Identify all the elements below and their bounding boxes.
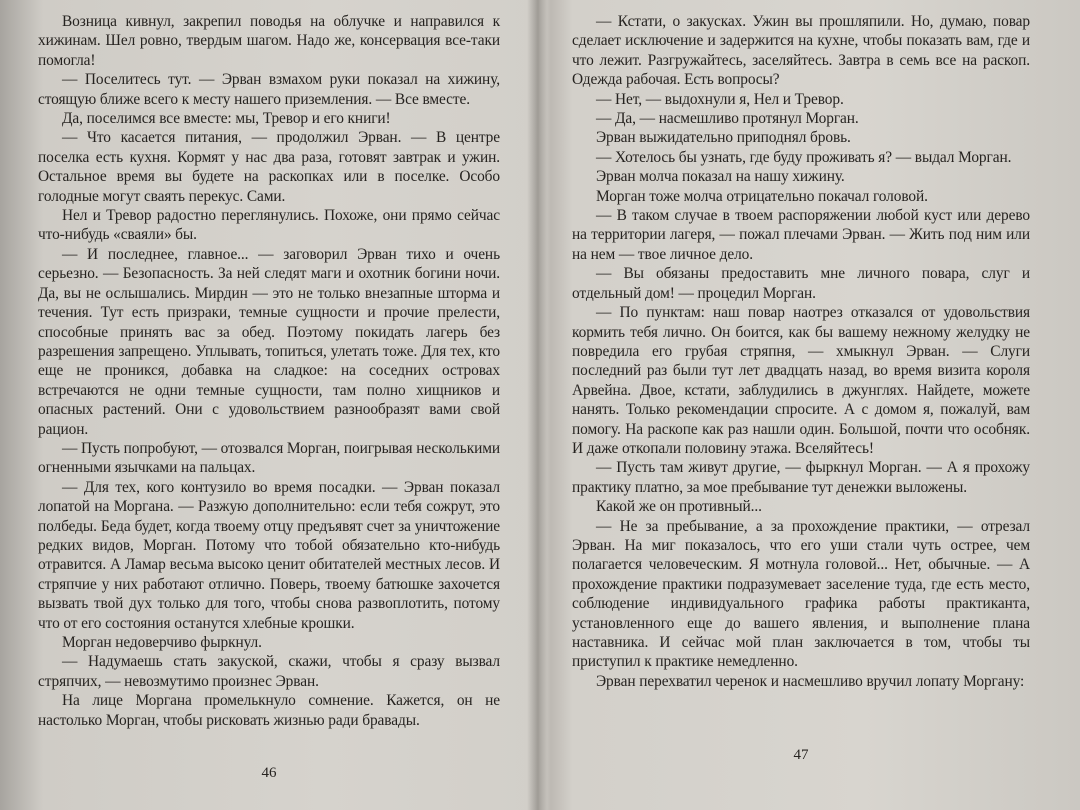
paragraph: — Да, — насмешливо протянул Морган. — [596, 110, 859, 128]
paragraph: — Нет, — выдохнули я, Нел и Тревор. — [596, 90, 844, 108]
paragraph: Да, поселимся все вместе: мы, Тревор и его книги! — [62, 110, 391, 128]
paragraph: На лице Моргана промелькнуло сомнение. Кажется, он не настолько Морган, чтобы рисковать жизнью ради бравады. — [38, 692, 500, 729]
paragraph: — Надумаешь стать закуской, скажи, чтобы я сразу вызвал стряпчих, — невозмутимо произнес Эрван. — [38, 653, 500, 690]
paragraph: Эрван молча показал на нашу хижину. — [596, 168, 845, 186]
paragraph: Нел и Тревор радостно переглянулись. Похоже, они прямо сейчас что-нибудь «сваяли» бы. — [38, 207, 500, 244]
paragraph: — И последнее, главное... — заговорил Эрван тихо и очень серьезно. — Безопасность. За ней следят маги и охотник богини ночи. Да, вы не ослышались. Мирдин — это не только внезапные шторма и течения. Тут есть призраки, темные сущности и прочие прелести, способные принять вас за обед. Поэтому покидать лагерь без разрешения запрещено. Уплывать, топиться, улетать тоже. Для тех, кто еще не проникся, добавка на сладкое: на соседних островах встречаются не одни темные сущности, там полно хищников и опасных растений. Они с удовольствием разнообразят вами свой рацион. — [38, 245, 500, 438]
paragraph: — Вы обязаны предоставить мне личного повара, слуг и отдельный дом! — процедил Морган. — [572, 265, 1030, 302]
paragraph: — По пунктам: наш повар наотрез отказался от удовольствия кормить тебя лично. Он боится, как бы вашему нежному желудку не повредила его грубая стряпня, — хмыкнул Эрван. — Слуги последний раз были тут лет двадцать назад, во время визита короля Арвейна. Двое, кстати, заблудились в джунглях. Найдете, можете нанять. Только рекомендации спросите. А с домом я, пожалуй, вам помогу. На раскопе как раз нашли один. Большой, почти что особняк. И даже откопали половину этажа. Вселяйтесь! — [572, 304, 1030, 457]
paragraph: — Не за пребывание, а за прохождение практики, — отрезал Эрван. На миг показалось, что его уши стали чуть острее, чем полагается человеческим. Я мотнула головой... Нет, обычные. — А прохождение практики подразумевает заселение туда, где есть место, соблюдение индивидуального графика работы практиканта, установленного еще до вашего явления, и выполнение плана наставника. И сейчас мой план заключается в том, чтобы ты приступил к практике немедленно. — [572, 517, 1030, 671]
paragraph: — Пусть там живут другие, — фыркнул Морган. — А я прохожу практику платно, за мое пребывание тут денежки выложены. — [572, 459, 1030, 496]
paragraph: Эрван выжидательно приподнял бровь. — [596, 129, 851, 147]
paragraph: — Поселитесь тут. — Эрван взмахом руки показал на хижину, стоящую ближе всего к месту нашего приземления. — Все вместе. — [38, 71, 500, 108]
paragraph: — Пусть попробуют, — отозвался Морган, поигрывая несколькими огненными язычками на пальцах. — [38, 439, 500, 477]
paragraph: — Для тех, кого контузило во время посадки. — Эрван показал лопатой на Моргана. — Разжую дополнительно: если тебя сожрут, это полбеды. Беда будет, когда твоему отцу предъявят счет за уничтожение редких видов, Морган. Потому что тобой обязательно кто-нибудь отравится. А Ламар весьма высоко ценит обитателей местных лесов. И стряпчие у них работают отлично. Поверь, твоему батюшке захочется вызвать твой дух только для того, чтобы снова развоплотить, потому что от его состояния останутся хлебные крошки. — [38, 478, 500, 632]
paragraph: Морган тоже молча отрицательно покачал головой. — [596, 187, 928, 205]
paragraph: Эрван перехватил черенок и насмешливо вручил лопату Моргану: — [596, 672, 1025, 690]
paragraph: Морган недоверчиво фыркнул. — [62, 634, 262, 651]
book-gutter — [527, 0, 547, 810]
left-page-text — [38, 12, 500, 730]
right-page-text — [572, 12, 1030, 691]
paragraph: Возница кивнул, закрепил поводья на облучке и направился к хижинам. Шел ровно, твердым шагом. Надо же, консервация все-таки помогла! — [38, 13, 500, 69]
right-page — [562, 12, 1040, 802]
left-page — [28, 12, 510, 802]
paragraph: — Кстати, о закусках. Ужин вы прошляпили. Но, думаю, повар сделает исключение и задержится на кухне, чтобы показать вам, где и что лежит. Разгружайтесь, заселяйтесь. Завтра в семь все на раскоп. Одежда рабочая. Есть вопросы? — [572, 13, 1030, 89]
paragraph: — В таком случае в твоем распоряжении любой куст или дерево на территории лагеря, — пожал плечами Эрван. — Жить под ним или на нем — твое личное дело. — [572, 207, 1030, 263]
page-number-left: 46 — [261, 765, 277, 781]
paragraph: — Что касается питания, — продолжил Эрван. — В центре поселка есть кухня. Кормят у нас два раза, готовят завтрак и ужин. Остальное время вы будете на раскопках или в поселке. Особо голодные могут сваять перекус. Сами. — [38, 129, 500, 205]
paragraph: Какой же он противный... — [596, 498, 762, 516]
paragraph: — Хотелось бы узнать, где буду проживать я? — выдал Морган. — [596, 148, 1012, 166]
page-number-right: 47 — [793, 747, 809, 763]
